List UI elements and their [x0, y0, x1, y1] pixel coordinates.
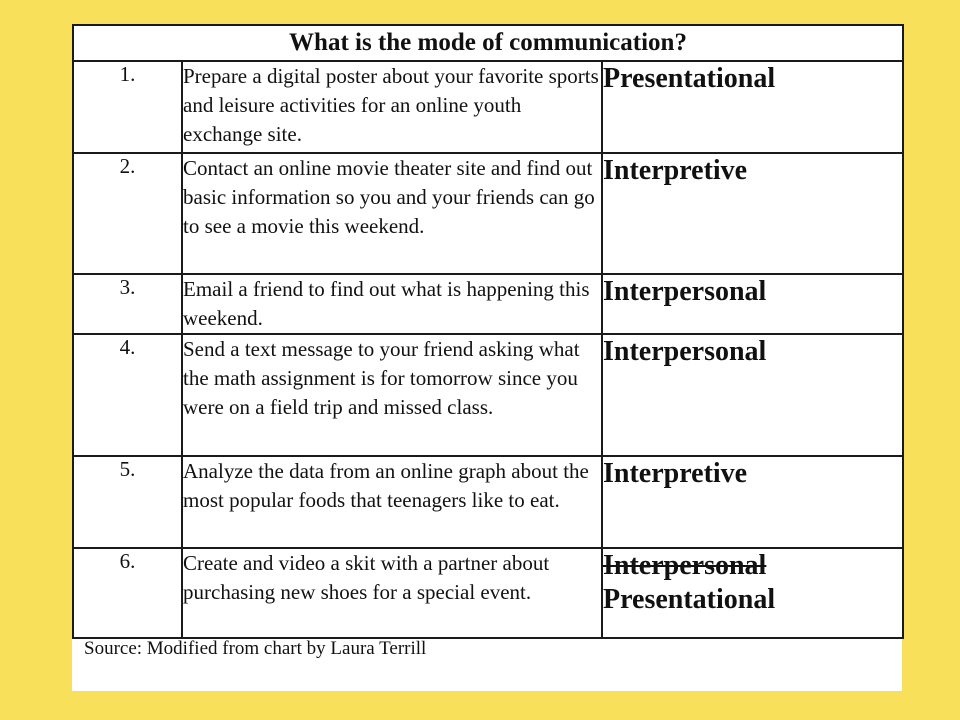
table-title: What is the mode of communication?: [73, 25, 903, 61]
mode-answer: [602, 456, 903, 548]
table-row: [73, 153, 903, 274]
task-description: Prepare a digital poster about your favorite sports and leisure activities for an online youth exchange site.: [182, 61, 602, 153]
mode-answer-text: Interpretive: [603, 458, 748, 489]
row-number: 6.: [73, 548, 182, 638]
table-row: [73, 61, 903, 153]
row-number: 4.: [73, 334, 182, 456]
task-description: Email a friend to find out what is happening this weekend.: [182, 274, 602, 334]
table-row: [73, 548, 903, 638]
communication-mode-table: [72, 24, 904, 639]
mode-answer: [602, 334, 903, 456]
mode-answer-text: Presentational: [603, 63, 776, 94]
row-number: 2.: [73, 153, 182, 274]
row-number: 1.: [73, 61, 182, 153]
row-number: 5.: [73, 456, 182, 548]
document-sheet: [72, 24, 902, 691]
table-row: [73, 274, 903, 334]
struck-answer-text: Interpersonal: [603, 550, 767, 581]
mode-answer-text: Interpretive: [603, 155, 748, 186]
mode-answer-text: Presentational: [603, 584, 776, 615]
task-description: Create and video a skit with a partner about purchasing new shoes for a special event.: [182, 548, 602, 638]
mode-answer-text: Interpersonal: [603, 336, 767, 367]
mode-answer: [602, 61, 903, 153]
row-number: 3.: [73, 274, 182, 334]
table-header-row: [73, 25, 903, 61]
task-description: Analyze the data from an online graph about the most popular foods that teenagers like to eat.: [182, 456, 602, 548]
mode-answer: [602, 274, 903, 334]
mode-answer: [602, 548, 903, 638]
table-row: [73, 334, 903, 456]
source-citation: Source: Modified from chart by Laura Terrill: [84, 638, 427, 659]
table-row: [73, 456, 903, 548]
mode-answer: [602, 153, 903, 274]
task-description: Send a text message to your friend asking what the math assignment is for tomorrow since you were on a field trip and missed class.: [182, 334, 602, 456]
task-description: Contact an online movie theater site and find out basic information so you and your friends can go to see a movie this weekend.: [182, 153, 602, 274]
mode-answer-text: Interpersonal: [603, 276, 767, 307]
